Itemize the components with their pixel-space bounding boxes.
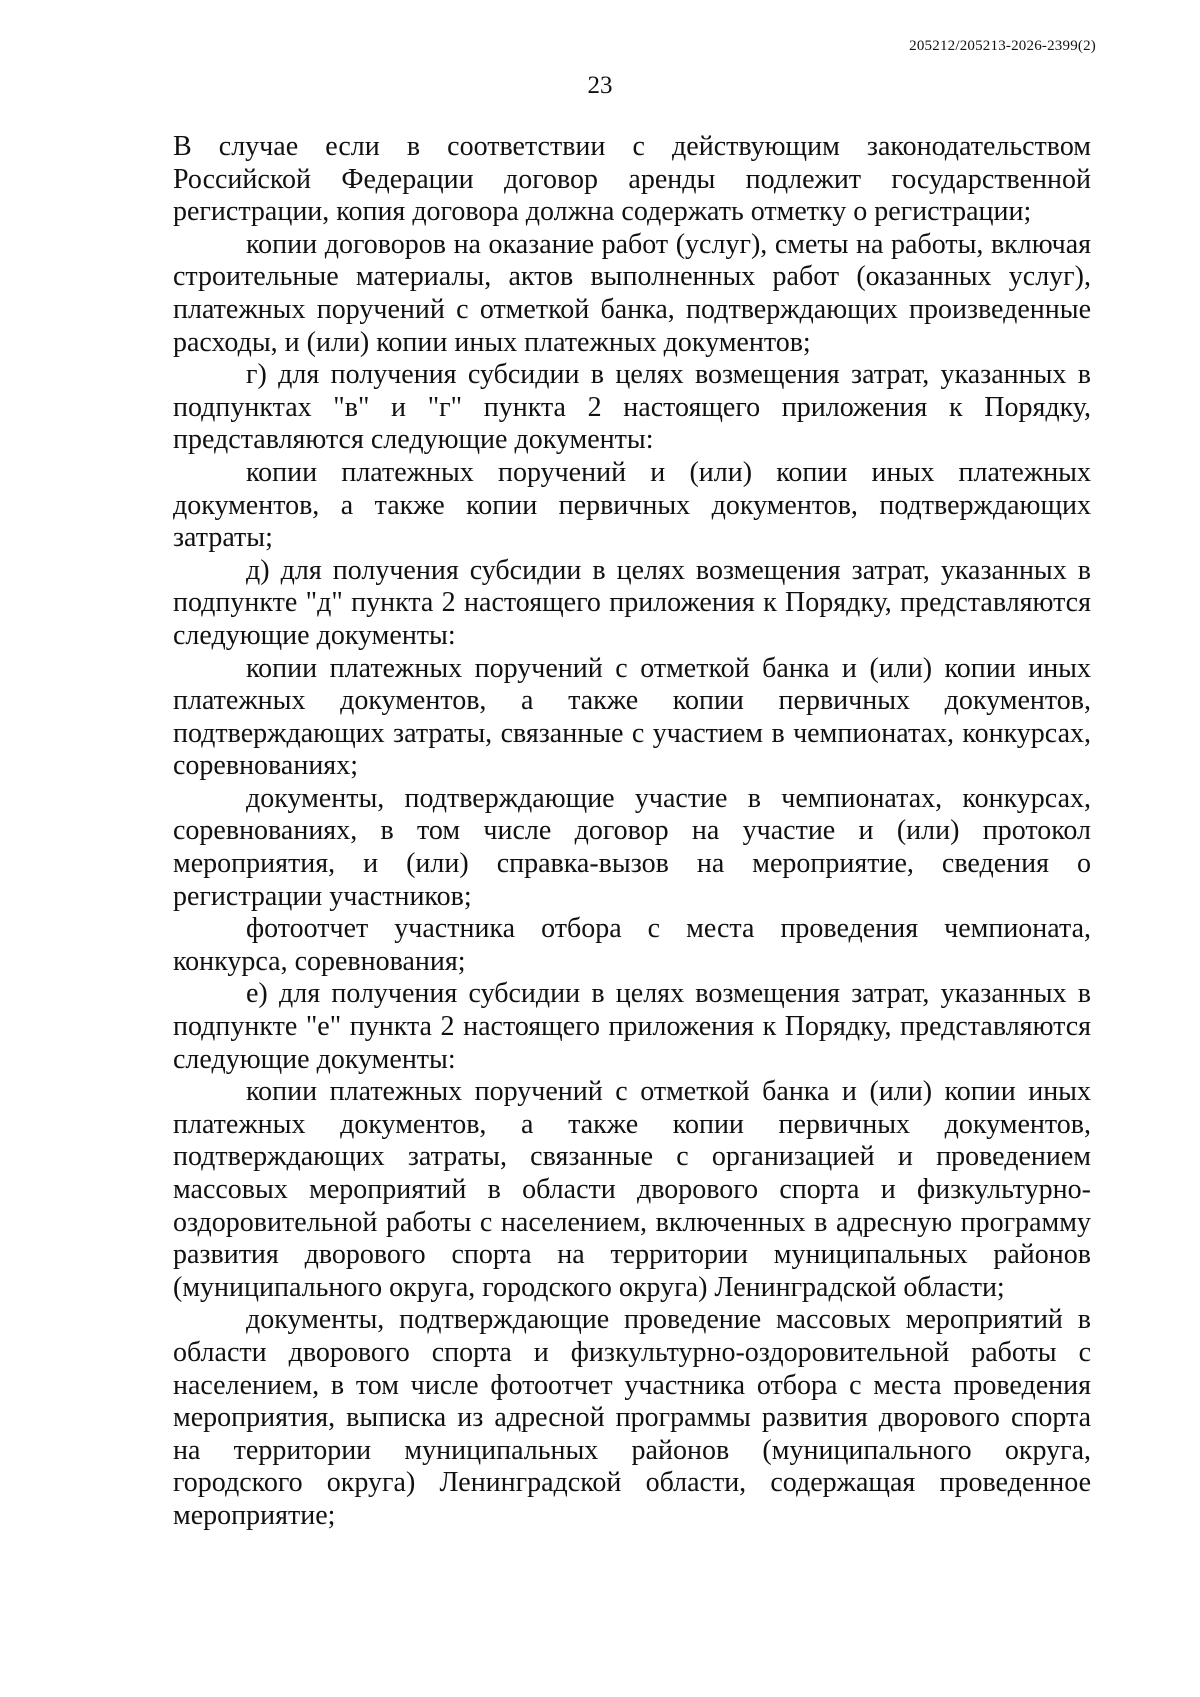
paragraph-payment-copies-g: копии платежных поручений и (или) копии иных платежных документов, а также копии первичных документов, подтверждающих затраты; xyxy=(173,456,1091,554)
paragraph-mass-events-docs: документы, подтверждающие проведение массовых мероприятий в области дворового спорта и физкультурно-оздоровительной работы с населением, в том числе фотоотчет участника отбора с места проведения мероприятия, выписка из адресной программы развития дворового спорта на территории муниципальных районов (муниципального округа, городского округа) Ленинградской области, содержащая проведенное мероприятие; xyxy=(173,1304,1091,1531)
page-number: 23 xyxy=(587,72,613,99)
paragraph-payment-copies-d: копии платежных поручений с отметкой банка и (или) копии иных платежных документов, а также копии первичных документов, подтверждающих затраты, связанные с участием в чемпионатах, конкурсах, соревнованиях; xyxy=(173,652,1091,782)
paragraph-photo-report: фотоотчет участника отбора с места проведения чемпионата, конкурса, соревнования; xyxy=(173,913,1091,977)
document-body xyxy=(173,131,1091,1533)
paragraph-lease-registration: В случае если в соответствии с действующим законодательством Российской Федерации договор аренды подлежит государственной регистрации, копия договора должна содержать отметку о регистрации; xyxy=(173,131,1091,228)
paragraph-participation-docs: документы, подтверждающие участие в чемпионатах, конкурсах, соревнованиях, в том числе договор на участие и (или) протокол мероприятия, и (или) справка-вызов на мероприятие, сведения о регистрации участников; xyxy=(173,782,1091,912)
paragraph-item-d: д) для получения субсидии в целях возмещения затрат, указанных в подпункте "д" пункта 2 настоящего приложения к Порядку, представляются следующие документы: xyxy=(173,554,1091,651)
document-id: 205212/205213-2026-2399(2) xyxy=(909,38,1096,54)
paragraph-payment-copies-e: копии платежных поручений с отметкой банка и (или) копии иных платежных документов, а также копии первичных документов, подтверждающих затраты, связанные с организацией и проведением массовых мероприятий в области дворового спорта и физкультурно-оздоровительной работы с населением, включенных в адресную программу развития дворового спорта на территории муниципальных районов (муниципального округа, городского округа) Ленинградской области; xyxy=(173,1076,1091,1303)
paragraph-item-g: г) для получения субсидии в целях возмещения затрат, указанных в подпунктах "в" и "г" пункта 2 настоящего приложения к Порядку, представляются следующие документы: xyxy=(173,359,1091,456)
paragraph-contracts-copies: копии договоров на оказание работ (услуг), сметы на работы, включая строительные материалы, актов выполненных работ (оказанных услуг), платежных поручений с отметкой банка, подтверждающих произведенные расходы, и (или) копии иных платежных документов; xyxy=(173,228,1091,358)
paragraph-item-e: е) для получения субсидии в целях возмещения затрат, указанных в подпункте "е" пункта 2 настоящего приложения к Порядку, представляются следующие документы: xyxy=(173,978,1091,1075)
